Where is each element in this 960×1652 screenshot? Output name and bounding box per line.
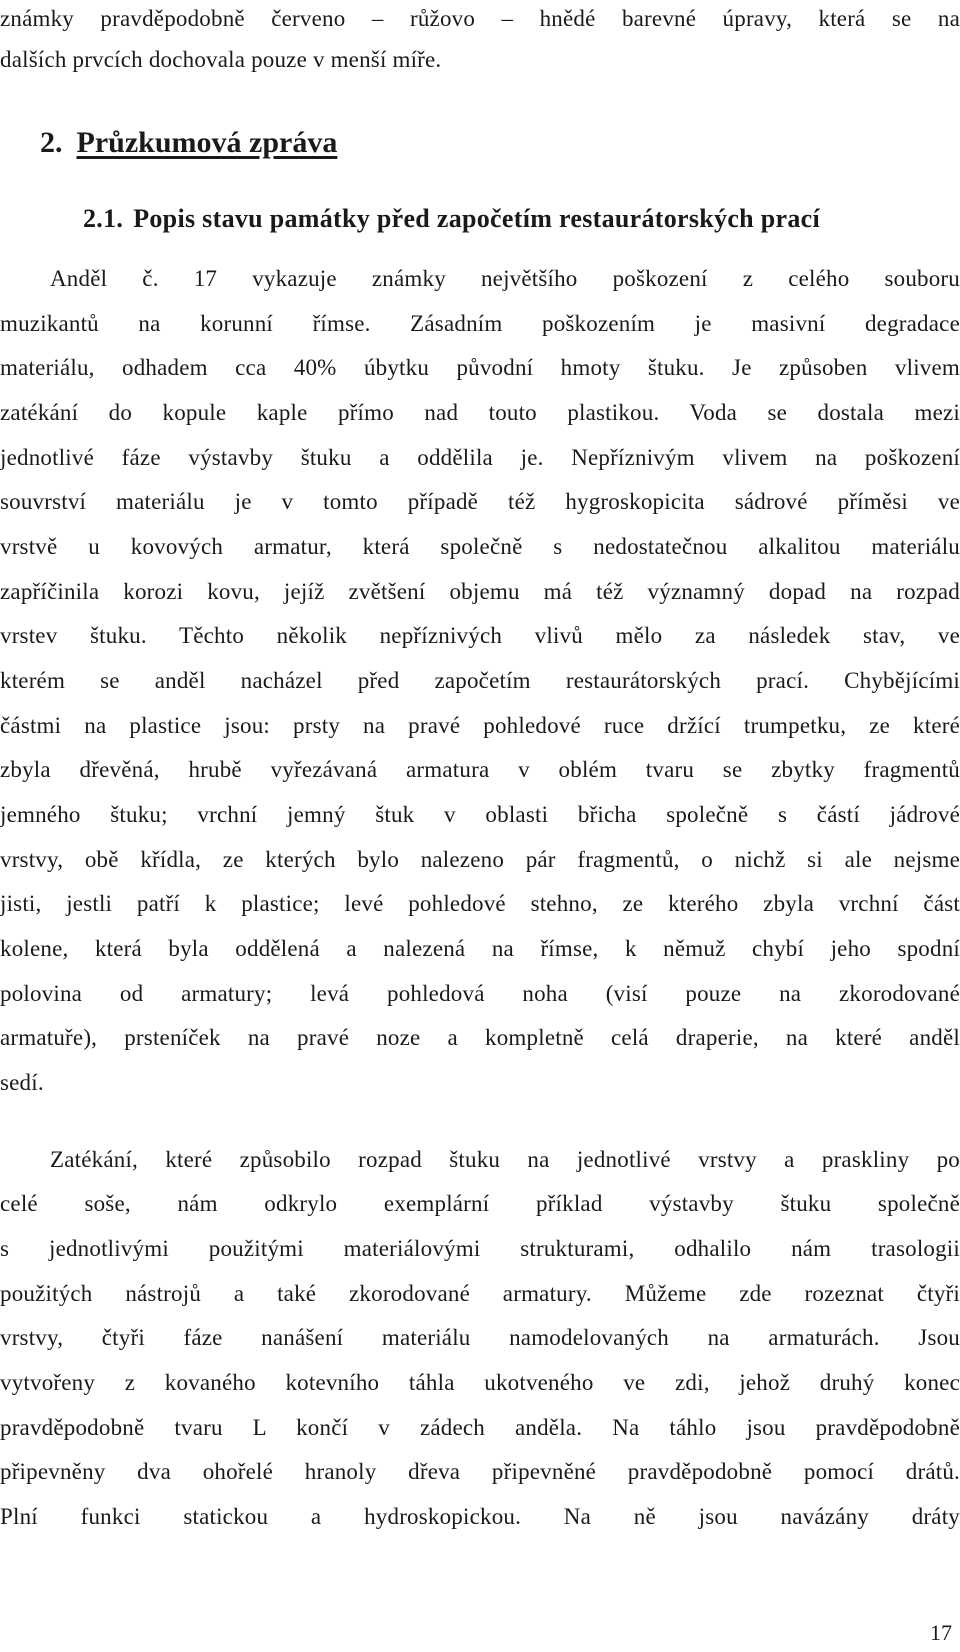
text-line: použitých nástrojů a také zkorodované armatury. Můžeme zde rozeznat čtyři xyxy=(0,1281,960,1306)
text-line: vrstvy, obě křídla, ze kterých bylo nalezeno pár fragmentů, o nichž si ale nejsme xyxy=(0,847,960,872)
text-line: s jednotlivými použitými materiálovými strukturami, odhalilo nám trasologii xyxy=(0,1236,960,1261)
subsection-heading xyxy=(83,203,820,235)
text-line: celé soše, nám odkrylo exemplární příklad výstavby štuku společně xyxy=(0,1191,960,1216)
subsection-number: 2.1. xyxy=(83,204,124,233)
text-line: polovina od armatury; levá pohledová noha (visí pouze na zkorodované xyxy=(0,981,960,1006)
text-line: armatuře), prsteníček na pravé noze a kompletně celá draperie, na které anděl xyxy=(0,1025,960,1050)
section-number: 2. xyxy=(40,126,63,159)
text-line: jednotlivé fáze výstavby štuku a oddělila je. Nepříznivým vlivem na poškození xyxy=(0,445,960,470)
text-line: kolene, která byla oddělená a nalezená na římse, k němuž chybí jeho spodní xyxy=(0,936,960,961)
text-line: vrstvy, čtyři fáze nanášení materiálu namodelovaných na armaturách. Jsou xyxy=(0,1325,960,1350)
text-line: pravděpodobně tvaru L končí v zádech anděla. Na táhlo jsou pravděpodobně xyxy=(0,1415,960,1440)
text-line: částmi na plastice jsou: prsty na pravé pohledové ruce držící trumpetku, ze které xyxy=(0,713,960,738)
text-line: Plní funkci statickou a hydroskopickou. Na ně jsou navázány dráty xyxy=(0,1504,960,1529)
text-line: zbyla dřevěná, hrubě vyřezávaná armatura v oblém tvaru se zbytky fragmentů xyxy=(0,757,960,782)
subsection-title: Popis stavu památky před započetím restaurátorských prací xyxy=(133,204,821,233)
text-line: jemného štuku; vrchní jemný štuk v oblasti břicha společně s částí jádrové xyxy=(0,802,960,827)
text-line: souvrství materiálu je v tomto případě též hygroskopicita sádrové příměsi ve xyxy=(0,489,960,514)
text-line: sedí. xyxy=(0,1070,44,1095)
text-line: vrstev štuku. Těchto několik nepříznivých vlivů mělo za následek stav, ve xyxy=(0,623,960,648)
text-line: muzikantů na korunní římse. Zásadním poškozením je masivní degradace xyxy=(0,311,960,336)
text-line: materiálu, odhadem cca 40% úbytku původní hmoty štuku. Je způsoben vlivem xyxy=(0,355,960,380)
text-line: připevněny dva ohořelé hranoly dřeva připevněné pravděpodobně pomocí drátů. xyxy=(0,1459,960,1484)
text-line: kterém se anděl nacházel před započetím restaurátorských prací. Chybějícími xyxy=(0,668,960,693)
text-line: jisti, jestli patří k plastice; levé pohledové stehno, ze kterého zbyla vrchní část xyxy=(0,891,960,916)
text-line: vytvořeny z kovaného kotevního táhla ukotveného ve zdi, jehož druhý konec xyxy=(0,1370,960,1395)
text-line: Zatékání, které způsobilo rozpad štuku na jednotlivé vrstvy a praskliny po xyxy=(50,1147,960,1172)
section-heading xyxy=(40,126,337,160)
text-line: dalších prvcích dochovala pouze v menší míře. xyxy=(0,47,442,72)
text-line: známky pravděpodobně červeno – růžovo – hnědé barevné úpravy, která se na xyxy=(0,6,960,31)
text-line: Anděl č. 17 vykazuje známky největšího poškození z celého souboru xyxy=(50,266,960,291)
text-line: zatékání do kopule kaple přímo nad touto plastikou. Voda se dostala mezi xyxy=(0,400,960,425)
text-line: vrstvě u kovových armatur, která společně s nedostatečnou alkalitou materiálu xyxy=(0,534,960,559)
text-line: zapříčinila korozi kovu, jejíž zvětšení objemu má též významný dopad na rozpad xyxy=(0,579,960,604)
section-title: Průzkumová zpráva xyxy=(76,126,338,159)
page-number: 17 xyxy=(930,1620,952,1645)
